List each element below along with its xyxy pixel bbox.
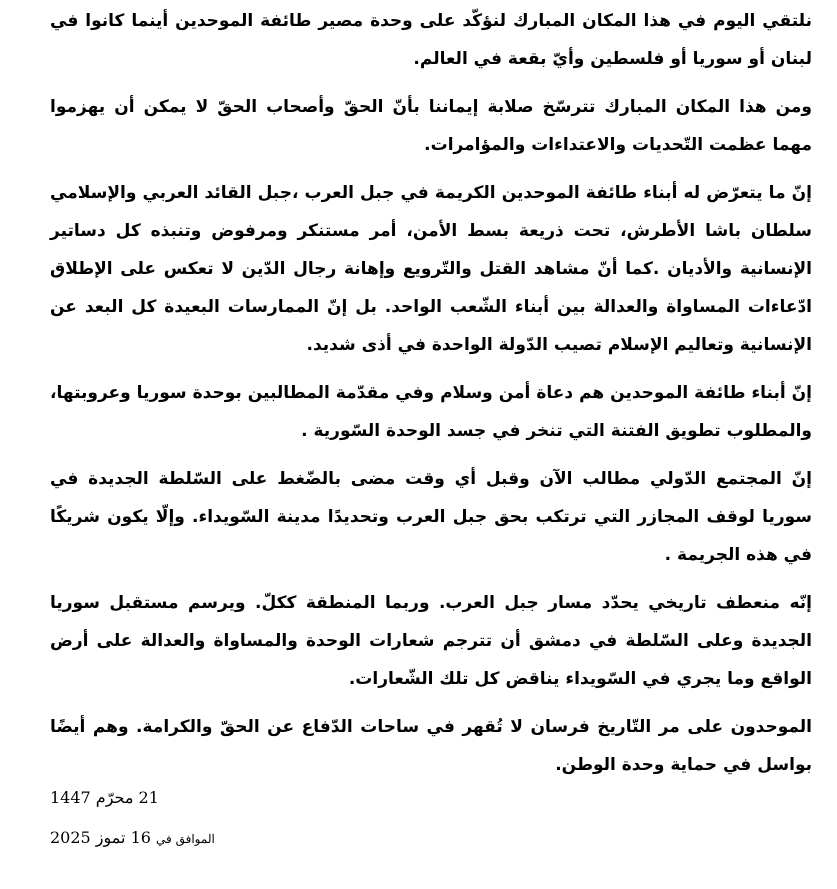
gregorian-date: [50, 828, 215, 847]
paragraph-5: إنّ المجتمع الدّولي مطالب الآن وقبل أي وقت مضى بالضّغط على السّلطة الجديدة في سوريا لوقف المجازر التي ترتكب بحق جبل العرب وتحديدًا مدينة السّويداء. وإلّا يكون شريكًا في هذه الجريمة .: [50, 469, 812, 565]
gregorian-date-prefix: الموافق في: [156, 832, 215, 846]
hijri-date: 21 محرّم 1447: [50, 788, 159, 807]
statement-body: [50, 2, 812, 794]
paragraph-2: ومن هذا المكان المبارك تترسّخ صلابة إيماننا بأنّ الحقّ وأصحاب الحقّ لا يمكن أن يهزموا مهما عظمت التّحديات والاعتداءات والمؤامرات.: [50, 97, 812, 155]
gregorian-date-value: 16 تموز 2025: [50, 828, 151, 847]
paragraph-7: الموحدون على مر التّاريخ فرسان لا تُقهر في ساحات الدّفاع عن الحقّ والكرامة. وهم أيضًا بواسل في حماية وحدة الوطن.: [50, 717, 812, 775]
paragraph-1: نلتقي اليوم في هذا المكان المبارك لنؤكّد على وحدة مصير طائفة الموحدين أينما كانوا في لبنان أو سوريا أو فلسطين وأيّ بقعة في العالم.: [50, 11, 812, 69]
paragraph-3: إنّ ما يتعرّض له أبناء طائفة الموحدين الكريمة في جبل العرب ،جبل القائد العربي والإسلامي سلطان باشا الأطرش، تحت ذريعة بسط الأمن، أمر مستنكر ومرفوض وتنبذه كل دساتير الإنسانية والأديان .كما أنّ مشاهد القتل والتّرويع وإهانة رجال الدّين لا تعكس على الإطلاق ادّعاءات المساواة والعدالة بين أبناء الشّعب الواحد. بل إنّ الممارسات البعيدة كل البعد عن الإنسانية وتعاليم الإسلام تصيب الدّولة الواحدة في أذى شديد.: [50, 183, 812, 355]
paragraph-4: إنّ أبناء طائفة الموحدين هم دعاة أمن وسلام وفي مقدّمة المطالبين بوحدة سوريا وعروبتها، والمطلوب تطويق الفتنة التي تنخر في جسد الوحدة السّورية .: [50, 383, 812, 441]
paragraph-6: إنّه منعطف تاريخي يحدّد مسار جبل العرب. وربما المنطقة ككلّ. ويرسم مستقبل سوريا الجديدة وعلى السّلطة في دمشق أن تترجم شعارات الوحدة والمساواة والعدالة على أرض الواقع وما يجري في السّويداء يناقض كل تلك الشّعارات.: [50, 593, 812, 689]
